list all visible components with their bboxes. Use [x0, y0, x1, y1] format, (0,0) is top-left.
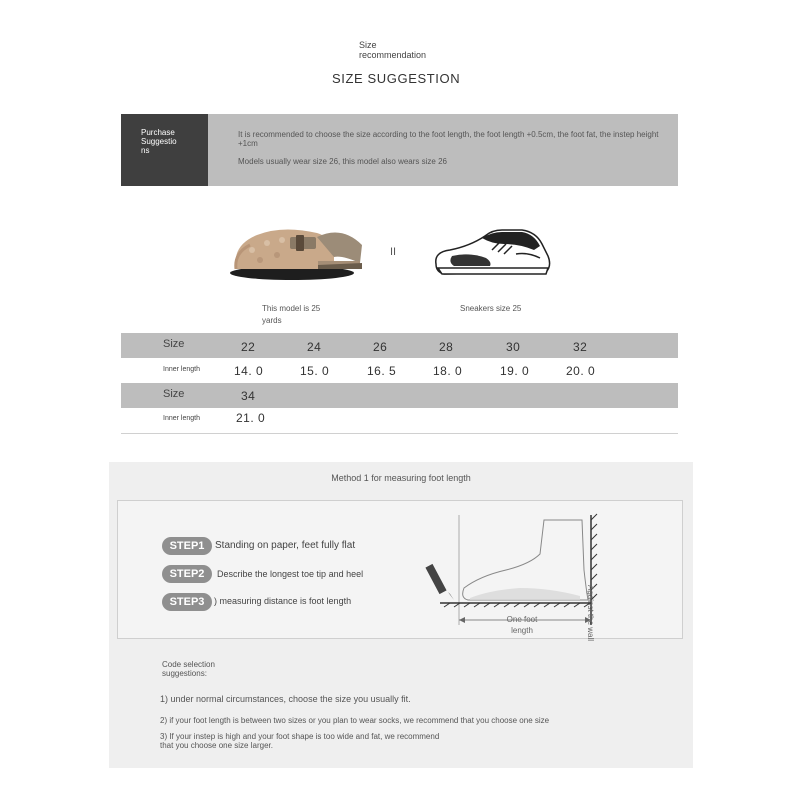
step1-badge: STEP1 [162, 537, 212, 555]
size-label: Size [163, 388, 185, 400]
length-cell: 18. 0 [433, 364, 463, 378]
size-row-2 [121, 383, 678, 408]
step1-text: Standing on paper, feet fully flat [215, 540, 356, 551]
size-cell: 32 [573, 340, 588, 354]
size-cell: 26 [373, 340, 388, 354]
code-selection-title: Code selection suggestions: [162, 660, 215, 678]
sneaker-size-caption: Sneakers size 25 [460, 304, 522, 313]
size-label: Size [163, 338, 185, 350]
length-cell: 19. 0 [500, 364, 530, 378]
inner-length-label: Inner length [163, 415, 200, 422]
banner-recommendation-text: It is recommended to choose the size according to the foot length, the foot length +0.5cm, the foot fat, the instep height +1cm [238, 130, 659, 148]
size-cell: 34 [241, 389, 256, 403]
method-title: Method 1 for measuring foot length [331, 473, 471, 483]
length-cell: 14. 0 [234, 364, 264, 378]
inner-length-label: Inner length [163, 366, 200, 373]
size-cell: 22 [241, 340, 256, 354]
size-cell: 24 [307, 340, 322, 354]
step3-badge: STEP3 [162, 593, 212, 611]
size-recommendation-label: Size recommendation [359, 40, 427, 60]
step2-badge: STEP2 [162, 565, 212, 583]
suggestion-2: 2) if your foot length is between two sizes or you plan to wear socks, we recommend that you choose one size [160, 716, 550, 725]
model-size-caption: This model is 25 yards [262, 304, 321, 325]
step3-text: ) measuring distance is foot length [214, 596, 352, 606]
banner-model-text: Models usually wear size 26, this model also wears size 26 [238, 157, 447, 166]
table-divider [121, 433, 678, 434]
fur-slipper-image [222, 205, 372, 290]
purchase-suggestions-text: Purchase Suggestions [141, 128, 177, 155]
one-foot-length-label: One foot length [506, 615, 538, 635]
length-cell: 20. 0 [566, 364, 596, 378]
step2-text: Describe the longest toe tip and heel [217, 569, 364, 579]
suggestion-3: 3) If your instep is high and your foot shape is too wide and fat, we recommend that you choose one size larger. [160, 732, 440, 750]
size-row-1 [121, 333, 678, 358]
size-cell: 30 [506, 340, 521, 354]
suggestion-1: 1) under normal circumstances, choose the size you usually fit. [160, 694, 411, 704]
length-cell: 16. 5 [367, 364, 397, 378]
size-cell: 28 [439, 340, 454, 354]
length-cell: 15. 0 [300, 364, 330, 378]
length-cell: 21. 0 [236, 411, 266, 425]
purchase-suggestions-label [121, 114, 208, 186]
page-title: SIZE SUGGESTION [332, 71, 461, 86]
against-wall-label: Against the wall [586, 585, 595, 642]
sneaker-outline-image [430, 222, 556, 282]
equals-sign: II [390, 246, 397, 258]
